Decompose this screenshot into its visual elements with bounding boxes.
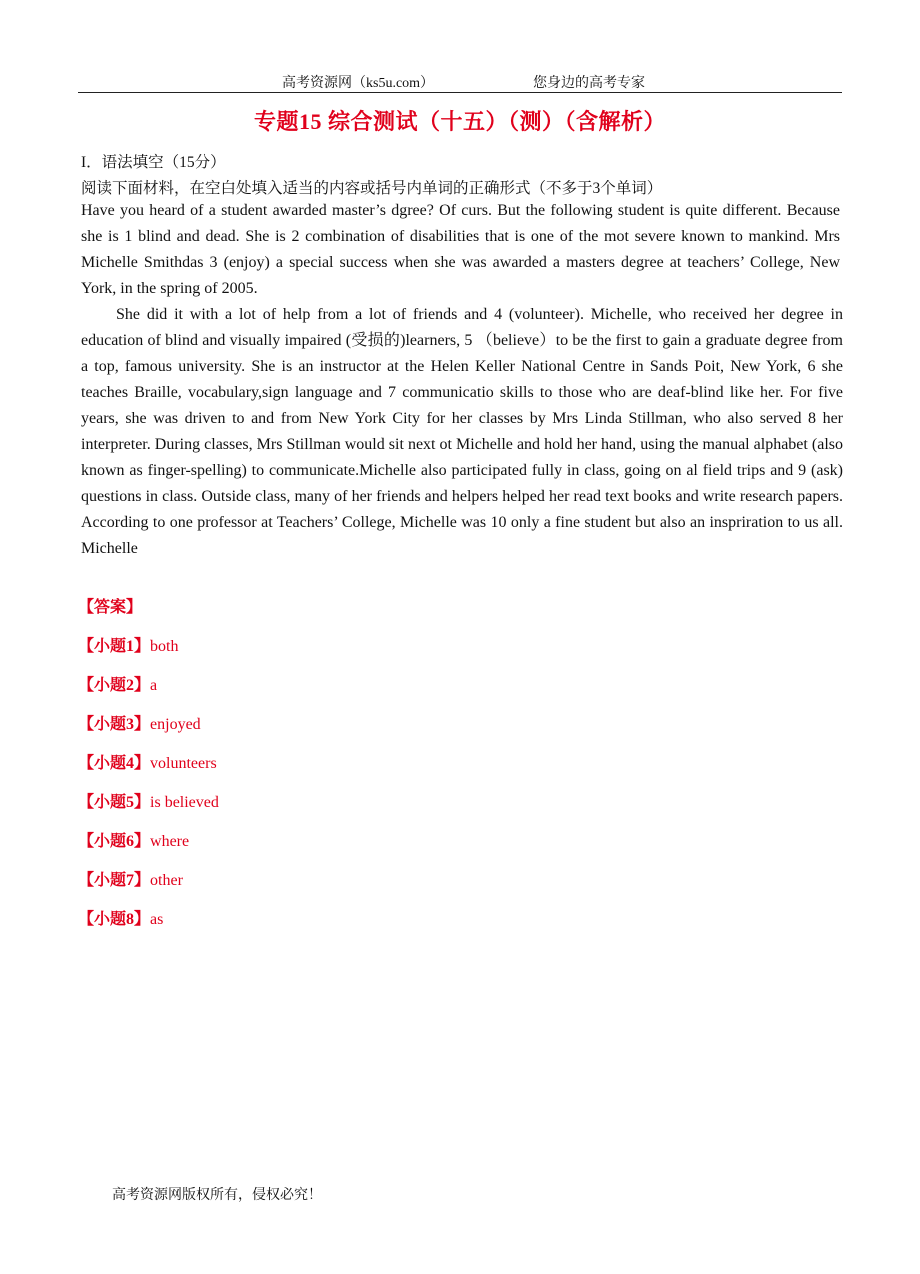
answer-value: volunteers: [150, 755, 217, 772]
answer-item: [78, 867, 183, 890]
answer-heading: 【答案】: [78, 599, 143, 616]
passage-paragraph-2: She did it with a lot of help from a lot of friends and 4 (volunteer). Michelle, who received her degree in education of blind and visually impaired (受损的)learners, 5 （believe）to be the first to gain a graduate degree from a top, famous university. She is an instructor at the Helen Keller National Centre in Sands Poit, New York, 6 she teaches Braille, vocabulary,sign language and 7 communicatio skills to those who are deaf-blind like her. For five years, she was driven to and from New York City for her classes by Mrs Linda Stillman, who also served 8 her interpreter. During classes, Mrs Stillman would sit next ot Michelle and hold her hand, using the manual alphabet (also known as finger-spelling) to communicate.Michelle also participated fully in class, going on al field trips and 9 (ask) questions in class. Outside class, many of her friends and helpers helped her read text books and write research papers. According to one professor at Teachers’ College, Michelle was 10 only a fine student but also an inspriration to us all. Michelle: [81, 306, 843, 557]
answer-key: 【小题3】: [78, 716, 151, 733]
answer-key: 【小题6】: [78, 833, 151, 850]
answer-value: where: [150, 833, 190, 850]
answer-item: [78, 672, 157, 695]
answer-value: both: [150, 638, 179, 655]
answer-item: [78, 789, 219, 812]
page-header: [78, 70, 842, 93]
answer-key: 【小题1】: [78, 638, 151, 655]
answer-value: as: [150, 911, 164, 928]
answer-key: 【小题5】: [78, 794, 151, 811]
answer-key: 【小题4】: [78, 755, 151, 772]
answer-item: [78, 828, 189, 851]
answer-key: 【小题7】: [78, 872, 151, 889]
answer-key: 【小题2】: [78, 677, 151, 694]
header-slogan: 您身边的高考专家: [533, 76, 645, 91]
answer-value: enjoyed: [150, 716, 201, 733]
answer-item: [78, 711, 201, 734]
answer-value: is believed: [150, 794, 219, 811]
answer-key: 【小题8】: [78, 911, 151, 928]
answer-value: a: [150, 677, 158, 694]
section-heading: I．语法填空（15分）: [81, 154, 226, 171]
passage-paragraph-1: Have you heard of a student awarded master’s dgree? Of curs. But the following student is quite different. Because she is 1 blind and dead. She is 2 combination of disabilities that is one of the mot severe known to mankind. Mrs Michelle Smithdas 3 (enjoy) a special success when she was awarded a masters degree at teachers’ College, New York, in the spring of 2005.: [81, 202, 840, 297]
answer-item: [78, 906, 163, 929]
answer-item: [78, 633, 178, 656]
page-footer: 高考资源网版权所有，侵权必究！: [112, 1188, 322, 1203]
document-title: 专题15 综合测试（十五）（测）（含解析）: [253, 109, 666, 134]
section-instruction: 阅读下面材料，在空白处填入适当的内容或括号内单词的正确形式（不多于3个单词）: [81, 180, 663, 197]
header-site-name: 高考资源网（ks5u.com）: [282, 76, 435, 91]
answer-value: other: [150, 872, 183, 889]
answer-item: [78, 750, 217, 773]
